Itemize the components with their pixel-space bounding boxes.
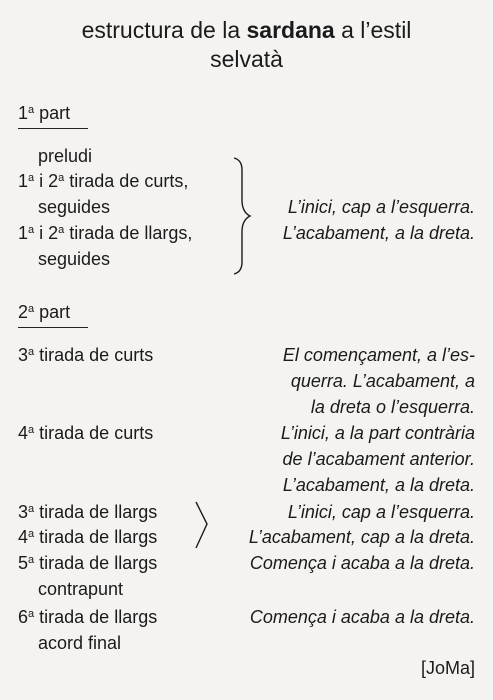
part2-heading-sup: a	[28, 303, 35, 315]
part2-underline	[18, 327, 88, 328]
row-llargs-sup2: a	[58, 224, 65, 236]
row-curts-3	[18, 343, 153, 367]
title-line2: selvatà	[210, 46, 283, 72]
row-llargs-4-sup: a	[28, 528, 35, 540]
title-post: a l’estil	[334, 17, 412, 43]
row-llargs-4-num: 4	[18, 527, 29, 547]
curts4-note-1: L’inici, a la part contrària	[280, 423, 475, 443]
title-bold: sardana	[246, 17, 335, 43]
row-llargs-num2: i 2	[34, 223, 59, 243]
row-curts-sup1: a	[28, 172, 35, 184]
row-curts-sup2: a	[58, 172, 65, 184]
row-curts-3-num: 3	[18, 345, 29, 365]
part1-note-2: L’acabament, a la dreta.	[282, 223, 475, 243]
row-curts-3-sup: a	[28, 346, 35, 358]
row-curts-4-text: tirada de curts	[34, 423, 154, 443]
llargs34-note-2: L’acabament, cap a la dreta.	[248, 527, 475, 547]
row-llargs-3-text: tirada de llargs	[34, 502, 158, 522]
row-curts-num1: 1	[18, 171, 29, 191]
llargs-brace	[194, 500, 210, 550]
llargs5-note: Comença i acaba a la dreta.	[249, 553, 475, 573]
row-llargs-6-sup: a	[28, 608, 35, 620]
row-llargs-sup1: a	[28, 224, 35, 236]
row-llargs-1-2	[18, 221, 192, 245]
part2-heading	[18, 300, 70, 324]
part2-heading-num: 2	[18, 302, 29, 322]
row-llargs-5	[18, 551, 157, 575]
row-llargs-6-num: 6	[18, 607, 29, 627]
row-llargs-4-text: tirada de llargs	[34, 527, 158, 547]
row-curts-3-text: tirada de curts	[34, 345, 154, 365]
part1-note-1: L’inici, cap a l’esquerra.	[287, 197, 475, 217]
curts4-note-2: de l’acabament anterior.	[282, 449, 475, 469]
row-acord-final: acord final	[38, 633, 122, 653]
curts3-note-2: querra. L’acabament, a	[290, 371, 475, 391]
title-pre: estructura de la	[81, 17, 247, 43]
row-llargs-text: tirada de llargs,	[64, 223, 193, 243]
row-curts-4	[18, 421, 153, 445]
row-contrapunt: contrapunt	[38, 579, 124, 599]
signature: [JoMa]	[420, 658, 475, 678]
row-llargs-5-sup: a	[28, 554, 35, 566]
part1-brace	[232, 156, 254, 276]
curts4-note-3: L’acabament, a la dreta.	[282, 475, 475, 495]
row-llargs-3-num: 3	[18, 502, 29, 522]
part1-heading-num: 1	[18, 103, 29, 123]
row-curts-text: tirada de curts,	[64, 171, 189, 191]
row-llargs-6-text: tirada de llargs	[34, 607, 158, 627]
part1-heading-sup: a	[28, 104, 35, 116]
row-llargs-5-num: 5	[18, 553, 29, 573]
llargs6-note: Comença i acaba a la dreta.	[249, 607, 475, 627]
part1-heading	[18, 101, 70, 125]
row-curts-4-num: 4	[18, 423, 29, 443]
row-llargs-seguides: seguides	[38, 249, 111, 269]
row-llargs-3-sup: a	[28, 503, 35, 515]
part2-heading-text: part	[34, 302, 71, 322]
part1-underline	[18, 128, 88, 129]
row-llargs-5-text: tirada de llargs	[34, 553, 158, 573]
row-curts-seguides: seguides	[38, 197, 111, 217]
curts3-note-3: la dreta o l’esquerra.	[310, 397, 475, 417]
curts3-note-1: El començament, a l’es-	[282, 345, 475, 365]
row-preludi: preludi	[38, 146, 93, 166]
page-title	[0, 16, 493, 74]
row-curts-1-2	[18, 169, 188, 193]
row-llargs-6	[18, 605, 157, 629]
row-llargs-3	[18, 500, 157, 524]
row-curts-num2: i 2	[34, 171, 59, 191]
row-curts-4-sup: a	[28, 424, 35, 436]
row-llargs-4	[18, 525, 157, 549]
row-llargs-num1: 1	[18, 223, 29, 243]
part1-heading-text: part	[34, 103, 71, 123]
llargs34-note-1: L’inici, cap a l’esquerra.	[287, 502, 475, 522]
